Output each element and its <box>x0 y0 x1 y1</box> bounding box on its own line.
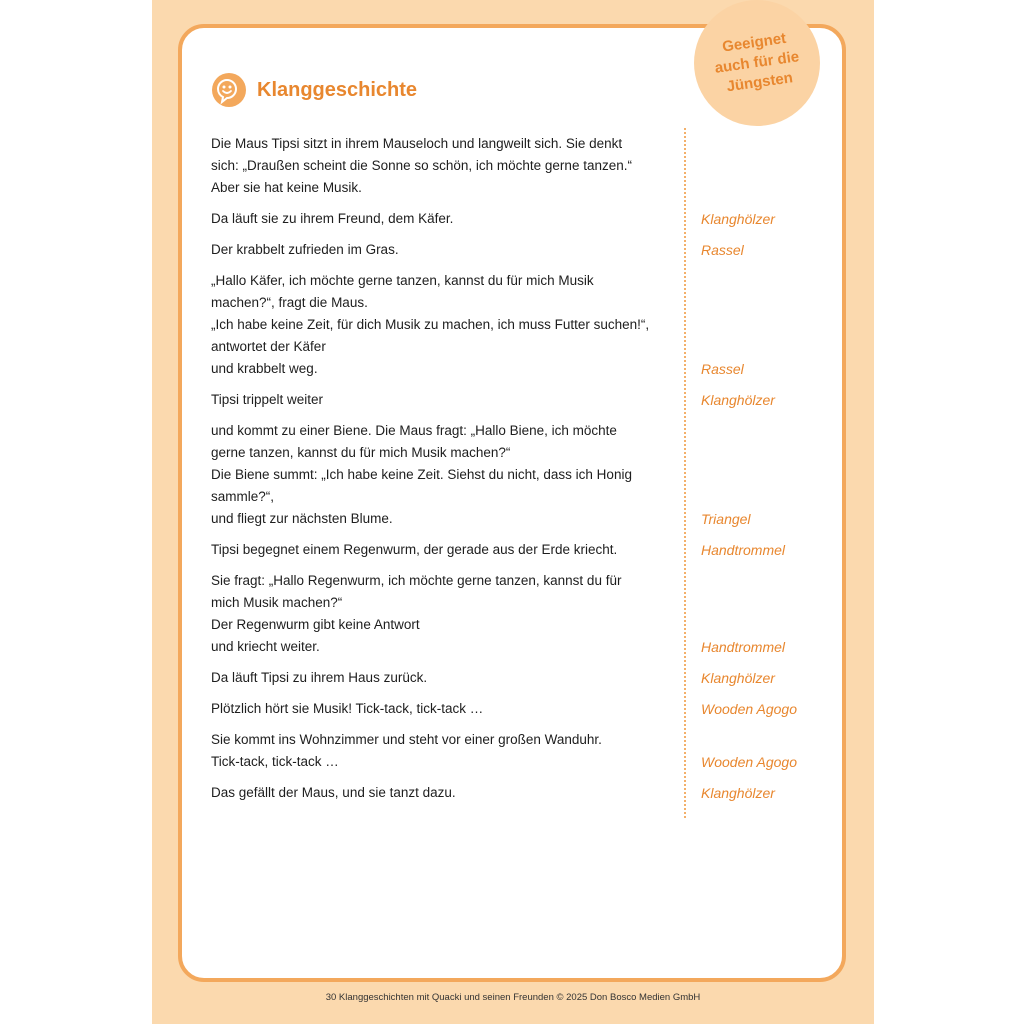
story-line-text: Da läuft Tipsi zu ihrem Haus zurück. <box>211 670 428 685</box>
story-paragraph <box>211 239 811 261</box>
story-line <box>211 177 811 199</box>
age-badge-text: Geeignet auch für die Jüngsten <box>713 29 801 96</box>
story-line-text: Aber sie hat keine Musik. <box>211 180 362 195</box>
story-line <box>211 133 811 155</box>
story-line-text: und kommt zu einer Biene. Die Maus fragt: „Hallo Biene, ich möchte <box>211 423 617 438</box>
story-line-text: und fliegt zur nächsten Blume. <box>211 511 393 526</box>
story-paragraph <box>211 270 811 380</box>
instrument-cue: Handtrommel <box>701 639 786 655</box>
story-paragraph <box>211 667 811 689</box>
story-line <box>211 729 811 751</box>
story-line <box>211 667 811 689</box>
instrument-cue: Klanghölzer <box>701 392 775 408</box>
story-line <box>211 336 811 358</box>
story-line-text: Tipsi begegnet einem Regenwurm, der gerade aus der Erde kriecht. <box>211 542 618 557</box>
story-paragraph <box>211 570 811 658</box>
story-line-text: antwortet der Käfer <box>211 339 326 354</box>
story-line-text: Tipsi trippelt weiter <box>211 392 324 407</box>
story-line-text: Plötzlich hört sie Musik! Tick-tack, tick-tack … <box>211 701 484 716</box>
story-line-text: Tick-tack, tick-tack … <box>211 754 339 769</box>
story-line <box>211 508 811 530</box>
story-line <box>211 539 811 561</box>
story-paragraph <box>211 420 811 530</box>
story-line <box>211 270 811 292</box>
story-line-text: Das gefällt der Maus, und sie tanzt dazu. <box>211 785 456 800</box>
story-line <box>211 292 811 314</box>
instrument-cue: Rassel <box>701 242 744 258</box>
story-line-text: machen?“, fragt die Maus. <box>211 295 368 310</box>
story-paragraph <box>211 208 811 230</box>
story-line <box>211 782 811 804</box>
instrument-cue: Triangel <box>701 511 751 527</box>
story-line-text: Sie kommt ins Wohnzimmer und steht vor einer großen Wanduhr. <box>211 732 602 747</box>
story-paragraph <box>211 539 811 561</box>
story-line <box>211 389 811 411</box>
story-line-text: und krabbelt weg. <box>211 361 318 376</box>
story-paragraph <box>211 729 811 773</box>
instrument-cue: Klanghölzer <box>701 211 775 227</box>
story-line-text: „Ich habe keine Zeit, für dich Musik zu machen, ich muss Futter suchen!“, <box>211 317 650 332</box>
instrument-cue: Klanghölzer <box>701 670 775 686</box>
story-line-text: Die Maus Tipsi sitzt in ihrem Mauseloch und langweilt sich. Sie denkt <box>211 136 623 151</box>
story-line <box>211 592 811 614</box>
story-line-text: „Hallo Käfer, ich möchte gerne tanzen, kannst du für mich Musik <box>211 273 594 288</box>
story-line <box>211 208 811 230</box>
story-line <box>211 155 811 177</box>
story-text <box>211 133 811 804</box>
story-line <box>211 464 811 486</box>
story-line-text: Die Biene summt: „Ich habe keine Zeit. Siehst du nicht, dass ich Honig <box>211 467 632 482</box>
story-line-text: Da läuft sie zu ihrem Freund, dem Käfer. <box>211 211 454 226</box>
speech-bubble-smiley-icon <box>211 72 247 108</box>
page-title: Klanggeschichte <box>257 78 418 101</box>
instrument-cue: Klanghölzer <box>701 785 775 801</box>
instrument-cue: Wooden Agogo <box>701 701 797 717</box>
story-line <box>211 442 811 464</box>
story-line-text: mich Musik machen?“ <box>211 595 343 610</box>
instrument-cue: Rassel <box>701 361 744 377</box>
story-line-text: Sie fragt: „Hallo Regenwurm, ich möchte gerne tanzen, kannst du für <box>211 573 622 588</box>
story-line <box>211 570 811 592</box>
story-paragraph <box>211 698 811 720</box>
story-paragraph <box>211 133 811 199</box>
story-line <box>211 636 811 658</box>
story-line <box>211 751 811 773</box>
story-line <box>211 358 811 380</box>
story-paragraph <box>211 389 811 411</box>
instrument-cue: Handtrommel <box>701 542 786 558</box>
title-row <box>211 72 417 108</box>
story-line-text: sich: „Draußen scheint die Sonne so schön, ich möchte gerne tanzen.“ <box>211 158 632 173</box>
story-line-text: gerne tanzen, kannst du für mich Musik machen?“ <box>211 445 511 460</box>
age-badge <box>694 0 820 126</box>
footer-copyright: 30 Klanggeschichten mit Quacki und seinen Freunden © 2025 Don Bosco Medien GmbH <box>325 992 701 1003</box>
instrument-cue: Wooden Agogo <box>701 754 797 770</box>
story-line <box>211 698 811 720</box>
story-line-text: und kriecht weiter. <box>211 639 320 654</box>
story-line-text: Der Regenwurm gibt keine Antwort <box>211 617 420 632</box>
story-line <box>211 420 811 442</box>
story-line <box>211 239 811 261</box>
story-paragraph <box>211 782 811 804</box>
story-line <box>211 314 811 336</box>
story-line <box>211 486 811 508</box>
story-line <box>211 614 811 636</box>
story-line-text: Der krabbelt zufrieden im Gras. <box>211 242 399 257</box>
story-line-text: sammle?“, <box>211 489 275 504</box>
